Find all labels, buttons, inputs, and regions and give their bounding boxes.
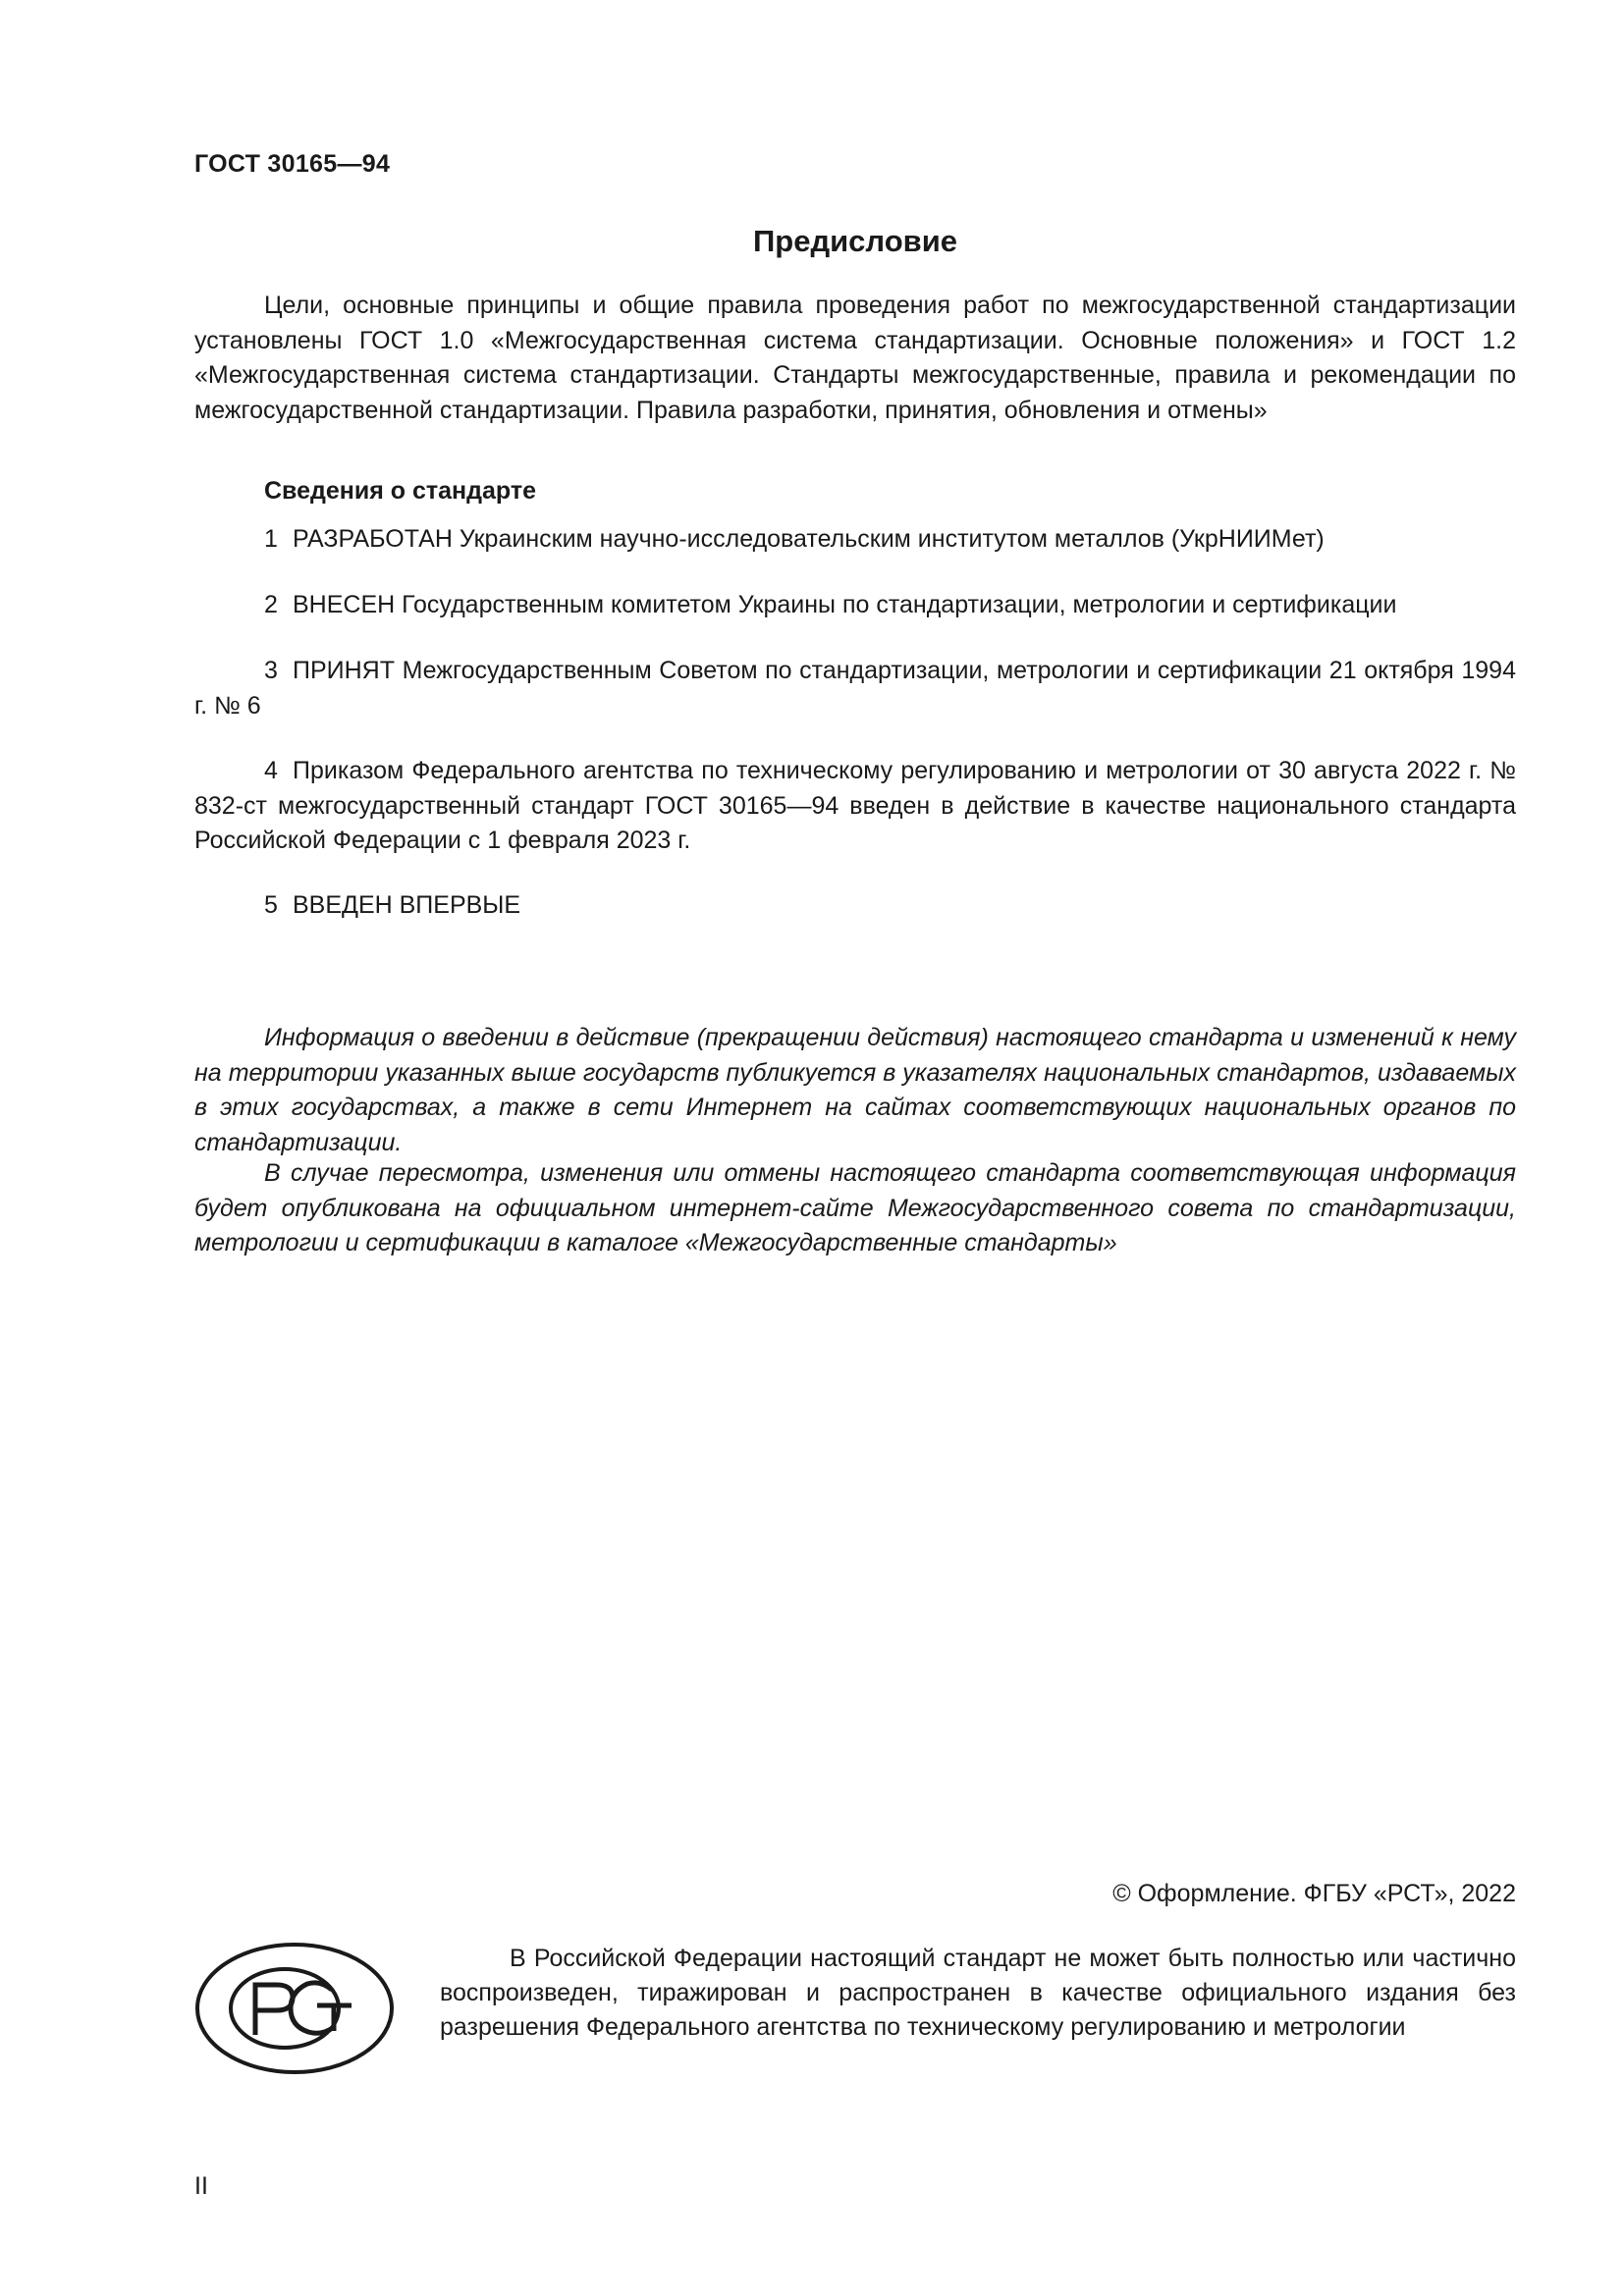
notice-paragraph: В случае пересмотра, изменения или отмены настоящего стандарта соответствующая информация будет опубликована на официальном интернет-сайте Межгосударственного совета по стандартизации, метрологии и сертификации в каталоге «Межгосударственные стандарты» bbox=[194, 1159, 1516, 1256]
intro-paragraph: Цели, основные принципы и общие правила проведения работ по межгосударственной стандартизации установлены ГОСТ 1.0 «Межгосударственная система стандартизации. Основные положения» и ГОСТ 1.2 «Межгосударственная система стандартизации. Стандарты межгосударственные, правила и рекомендации по межгосударственной стандартизации. Правила разработки, принятия, обновления и отмены» bbox=[194, 292, 1516, 424]
page-number: II bbox=[194, 2172, 208, 2200]
copyright-line: © Оформление. ФГБУ «РСТ», 2022 bbox=[1112, 1880, 1516, 1907]
standard-code: ГОСТ 30165—94 bbox=[194, 150, 391, 178]
info-heading: Сведения о стандарте bbox=[264, 477, 537, 505]
item-text: РАЗРАБОТАН Украинским научно-исследовательским институтом металлов (УкрНИИМет) bbox=[293, 525, 1325, 553]
item-number: 4 bbox=[264, 757, 278, 784]
item-number: 2 bbox=[264, 591, 278, 618]
list-item bbox=[194, 654, 1516, 723]
item-number: 5 bbox=[264, 891, 278, 919]
rights-notice: В Российской Федерации настоящий стандарт не может быть полностью или частично воспроизведен, тиражирован и распространен в качестве официального издания без разрешения Федерального агентства по техническому регулированию и метрологии bbox=[440, 1945, 1516, 2041]
item-text: Приказом Федерального агентства по техническому регулированию и метрологии от 30 августа 2022 г. № 832-ст межгосударственный стандарт ГОСТ 30165—94 введен в действие в качестве национального стандарта Российской Федерации с 1 февраля 2023 г. bbox=[194, 757, 1516, 854]
item-text: ВНЕСЕН Государственным комитетом Украины по стандартизации, метрологии и сертификации bbox=[293, 591, 1397, 618]
item-number: 1 bbox=[264, 525, 278, 553]
page-title: Предисловие bbox=[752, 224, 957, 258]
list-item bbox=[194, 754, 1516, 859]
list-item bbox=[194, 888, 1516, 924]
notice-paragraph: Информация о введении в действие (прекращении действия) настоящего стандарта и изменений к нему на территории указанных выше государств публикуется в указателях национальных стандартов, издаваемых в этих государствах, а также в сети Интернет на сайтах соответствующих национальных органов по стандартизации. bbox=[194, 1024, 1516, 1156]
rst-logo-icon bbox=[194, 1941, 395, 2076]
item-number: 3 bbox=[264, 657, 278, 684]
list-item bbox=[194, 522, 1516, 558]
list-item bbox=[194, 588, 1516, 623]
item-text: ВВЕДЕН ВПЕРВЫЕ bbox=[293, 891, 521, 919]
item-text: ПРИНЯТ Межгосударственным Советом по стандартизации, метрологии и сертификации 21 октября 1994 г. № 6 bbox=[194, 657, 1516, 720]
